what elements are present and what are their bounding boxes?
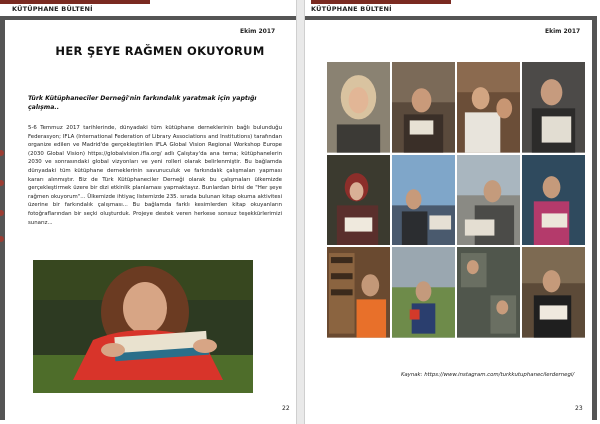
collage-photo: [457, 62, 520, 153]
image-source-caption: Kaynak: https://www.instagram.com/turkkutuphanecilerdernegi/: [401, 372, 575, 378]
collage-photo: [522, 155, 585, 246]
collage-photo: [327, 62, 390, 153]
reading-woman-photo: [33, 260, 253, 393]
page-number: 22: [282, 405, 290, 412]
collage-photo: [327, 155, 390, 246]
article-title: HER ŞEYE RAĞMEN OKUYORUM: [55, 44, 265, 58]
article-lead: Türk Kütüphaneciler Derneği'nin farkındalık yaratmak için yaptığı çalışma..: [28, 95, 257, 111]
collage-photo: [392, 247, 455, 338]
photo-collage: [327, 62, 585, 338]
right-margin-rule: [592, 16, 597, 420]
article-body: 5-6 Temmuz 2017 tarihlerinde, dünyadaki tüm kütüphane derneklerinin bağlı bulunduğu Federasyon; IFLA (International Federation of Library Associations and Institutions) tarafından organize edilen ve Madrid'de gerçekleştirilen IFLA Global Vision Regional Workshop Europe (2030 Global Vision) https://globalvision.ifla.org/ adlı Çalıştay'da ana tema; kütüphanelerin 2030 ve sonrasındaki global vizyonları ve yeni rolleri olarak belirlenmiştir. Bu bağlamda dünyadaki tüm kütüphane derneklerinin savunuculuk ve farkındalık çalışmaları yapması kararı alınmıştır. Biz de Türk Kütüphaneciler Derneği olarak bu çalışmaları ülkemizde gerçekleştirmek üzere bir dizi etkinlik planlaması yapmaktayız. Bunlardan birisi de "Her şeye rağmen okuyorum"... Ülkemizde ihtiyaç listemizde 235. sırada bulunan kitap okuma aktivitesi üzerine bir farkındalık çalışması... Bu bağlamda farklı kesimlerden kitap okuyanların fotoğraflarından bir seçki oluşturduk. Projeye destek veren herkese sonsuz teşekkürlerimizi sunarız...: [28, 125, 282, 226]
collage-photo: [522, 247, 585, 338]
newsletter-header: KÜTÜPHANE BÜLTENİ: [311, 5, 392, 13]
issue-date: Ekim 2017: [545, 28, 581, 35]
header-rule: [0, 16, 296, 20]
collage-photo: [392, 62, 455, 153]
header-accent-bar: [311, 0, 451, 4]
newsletter-header: KÜTÜPHANE BÜLTENİ: [12, 5, 93, 13]
page-number: 23: [575, 405, 583, 412]
collage-photo: [327, 247, 390, 338]
collage-photo: [392, 155, 455, 246]
left-page: [0, 0, 297, 424]
collage-photo: [457, 247, 520, 338]
left-margin-rule: [0, 16, 5, 420]
collage-photo: [457, 155, 520, 246]
issue-date: Ekim 2017: [240, 28, 276, 35]
collage-photo: [522, 62, 585, 153]
header-rule: [305, 16, 597, 20]
header-accent-bar: [0, 0, 150, 4]
right-page: [304, 0, 600, 424]
